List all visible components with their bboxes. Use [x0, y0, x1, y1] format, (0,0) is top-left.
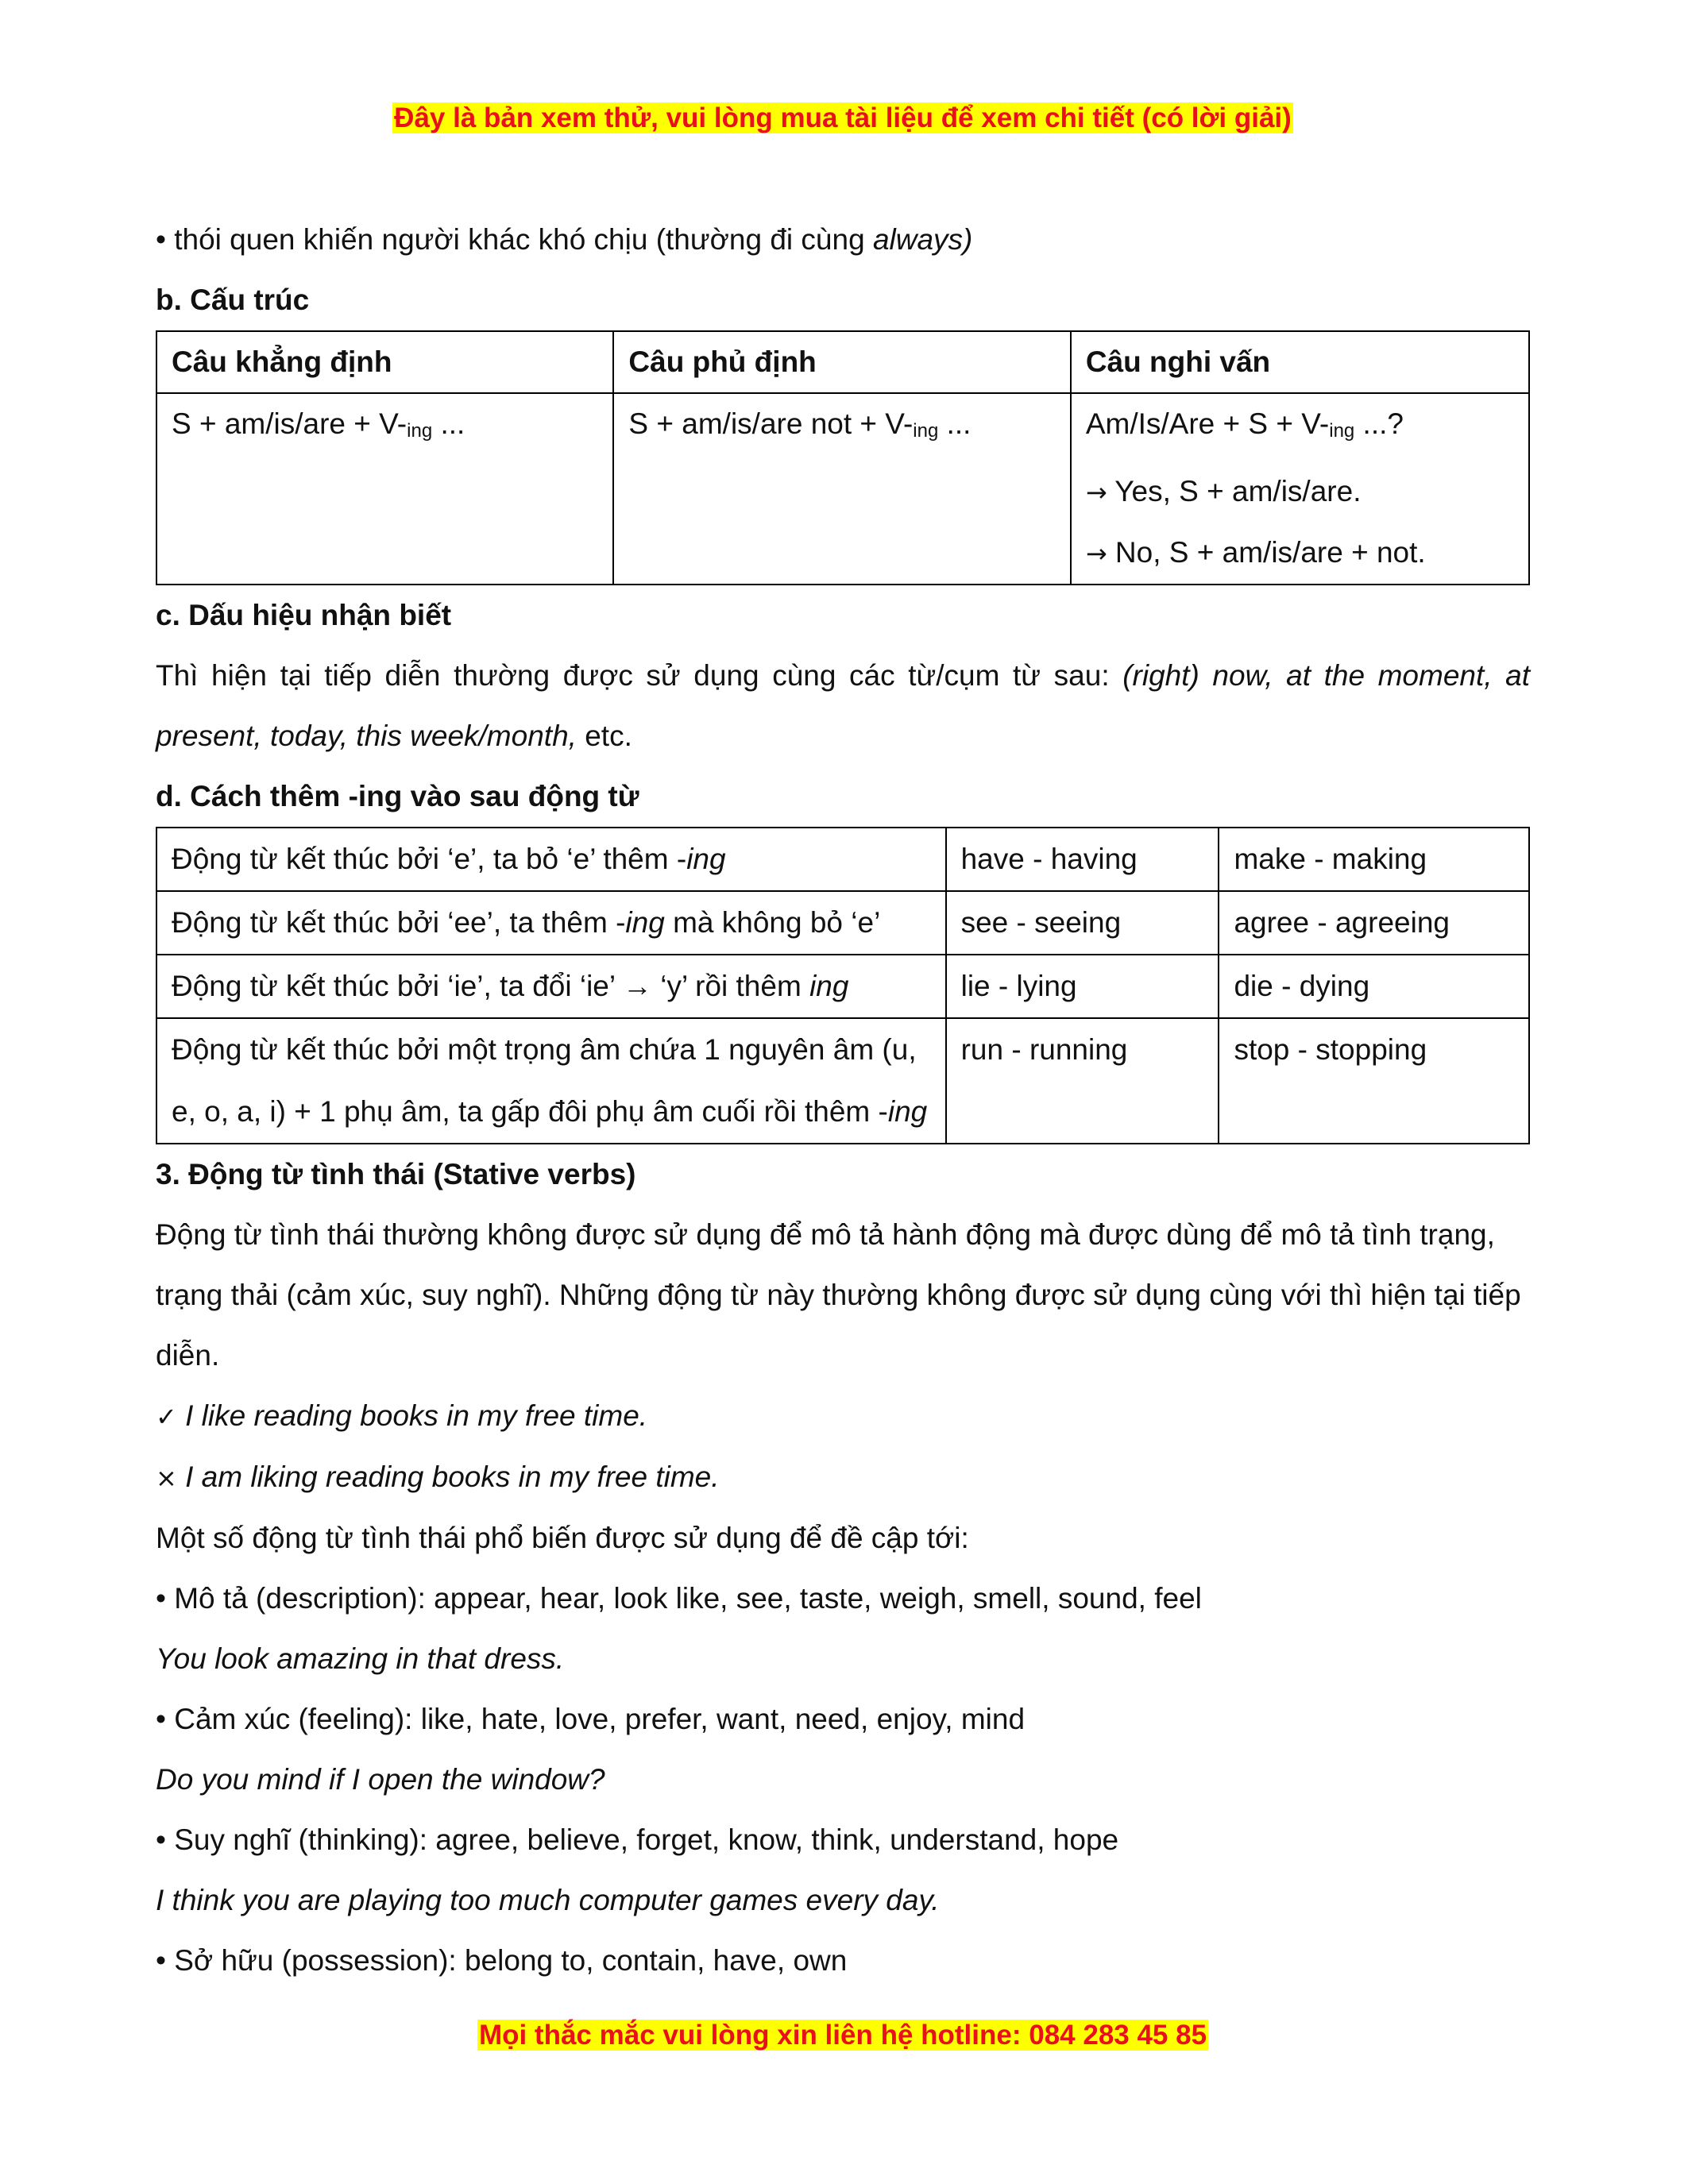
table-header-row	[156, 331, 1529, 393]
rule-cell: Động từ kết thúc bởi ‘ee’, ta thêm -ing mà không bỏ ‘e’	[156, 891, 946, 955]
example-cell: die - dying	[1219, 955, 1529, 1018]
preview-notice: Đây là bản xem thử, vui lòng mua tài liệu để xem chi tiết (có lời giải)	[394, 102, 1292, 133]
list-item: • Sở hữu (possession): belong to, contain, have, own	[156, 1944, 848, 1977]
wrong-example: × I am liking reading books in my free time.	[156, 1461, 720, 1493]
ing-rules-table	[156, 827, 1530, 1144]
cross-icon: ×	[156, 1463, 177, 1493]
affirmative-header: Câu khẳng định	[156, 331, 613, 393]
check-icon: ✓	[156, 1402, 177, 1432]
example-cell: stop - stopping	[1219, 1018, 1529, 1144]
correct-example: ✓ I like reading books in my free time.	[156, 1399, 648, 1432]
table-row	[156, 828, 1529, 891]
list-item: • Cảm xúc (feeling): like, hate, love, prefer, want, need, enjoy, mind	[156, 1703, 1026, 1735]
section-d-heading: d. Cách thêm -ing vào sau động từ	[156, 780, 639, 812]
table-row	[156, 393, 1529, 585]
arrow-right-icon: →	[1085, 477, 1107, 507]
example-cell: see - seeing	[946, 891, 1219, 955]
hotline-notice: Mọi thắc mắc vui lòng xin liên hệ hotline: 084 283 45 85	[478, 2020, 1207, 2051]
list-item: • Mô tả (description): appear, hear, look like, see, taste, weigh, smell, sound, feel	[156, 1582, 1202, 1615]
section-3-heading: 3. Động từ tình thái (Stative verbs)	[156, 1158, 636, 1190]
question-cell: $Am/Is/Are + S + V-_{ing}$ ...? → Yes, S + am/is/are. → No, S + am/is/are + not.	[1071, 393, 1529, 585]
table-row	[156, 891, 1529, 955]
section-c-heading: c. Dấu hiệu nhận biết	[156, 599, 452, 631]
section-b-heading: b. Cấu trúc	[156, 284, 310, 316]
affirmative-cell: $S + am/is/are + V-_{ing}$ ...	[156, 393, 613, 585]
example-cell: have - having	[946, 828, 1219, 891]
example-cell: lie - lying	[946, 955, 1219, 1018]
list-item-example: I think you are playing too much computer games every day.	[156, 1884, 940, 1916]
list-intro: Một số động từ tình thái phổ biến được sử dụng để đề cập tới:	[156, 1522, 969, 1554]
negative-cell: S + am/is/are not + $V-_{ing}$ ...	[613, 393, 1070, 585]
list-item: • Suy nghĩ (thinking): agree, believe, forget, know, think, understand, hope	[156, 1823, 1119, 1856]
section-c-paragraph: Thì hiện tại tiếp diễn thường được sử dụng cùng các từ/cụm từ sau: (right) now, at the moment, at present, today, this week/month, etc.	[156, 659, 1530, 752]
example-cell: run - running	[946, 1018, 1219, 1144]
list-item-example: Do you mind if I open the window?	[156, 1763, 605, 1796]
usage-bullet: • thói quen khiến người khác khó chịu (thường đi cùng always)	[156, 223, 973, 256]
example-cell: agree - agreeing	[1219, 891, 1529, 955]
section-3-intro: Động từ tình thái thường không được sử dụng để mô tả hành động mà được dùng để mô tả tình trạng, trạng thải (cảm xúc, suy nghĩ). Những động từ này thường không được sử dụng cùng với thì hiện tại tiếp diễn.	[156, 1218, 1521, 1372]
table-row	[156, 1018, 1529, 1144]
rule-cell: Động từ kết thúc bởi ‘e’, ta bỏ ‘e’ thêm -ing	[156, 828, 946, 891]
structure-table	[156, 330, 1530, 585]
rule-cell: Động từ kết thúc bởi ‘ie’, ta đổi ‘ie’ → ‘y’ rồi thêm ing	[156, 955, 946, 1018]
example-cell: make - making	[1219, 828, 1529, 891]
question-header: Câu nghi vấn	[1071, 331, 1529, 393]
rule-cell: Động từ kết thúc bởi một trọng âm chứa 1 nguyên âm (u, e, o, a, i) + 1 phụ âm, ta gấp đôi phụ âm cuối rồi thêm -ing	[156, 1018, 946, 1144]
arrow-right-icon: →	[1085, 538, 1107, 569]
negative-header: Câu phủ định	[613, 331, 1070, 393]
list-item-example: You look amazing in that dress.	[156, 1642, 565, 1675]
no-answer: → No, S + am/is/are + not.	[1085, 536, 1426, 569]
document-content	[156, 210, 1530, 1991]
yes-answer: → Yes, S + am/is/are.	[1085, 475, 1362, 507]
table-row	[156, 955, 1529, 1018]
